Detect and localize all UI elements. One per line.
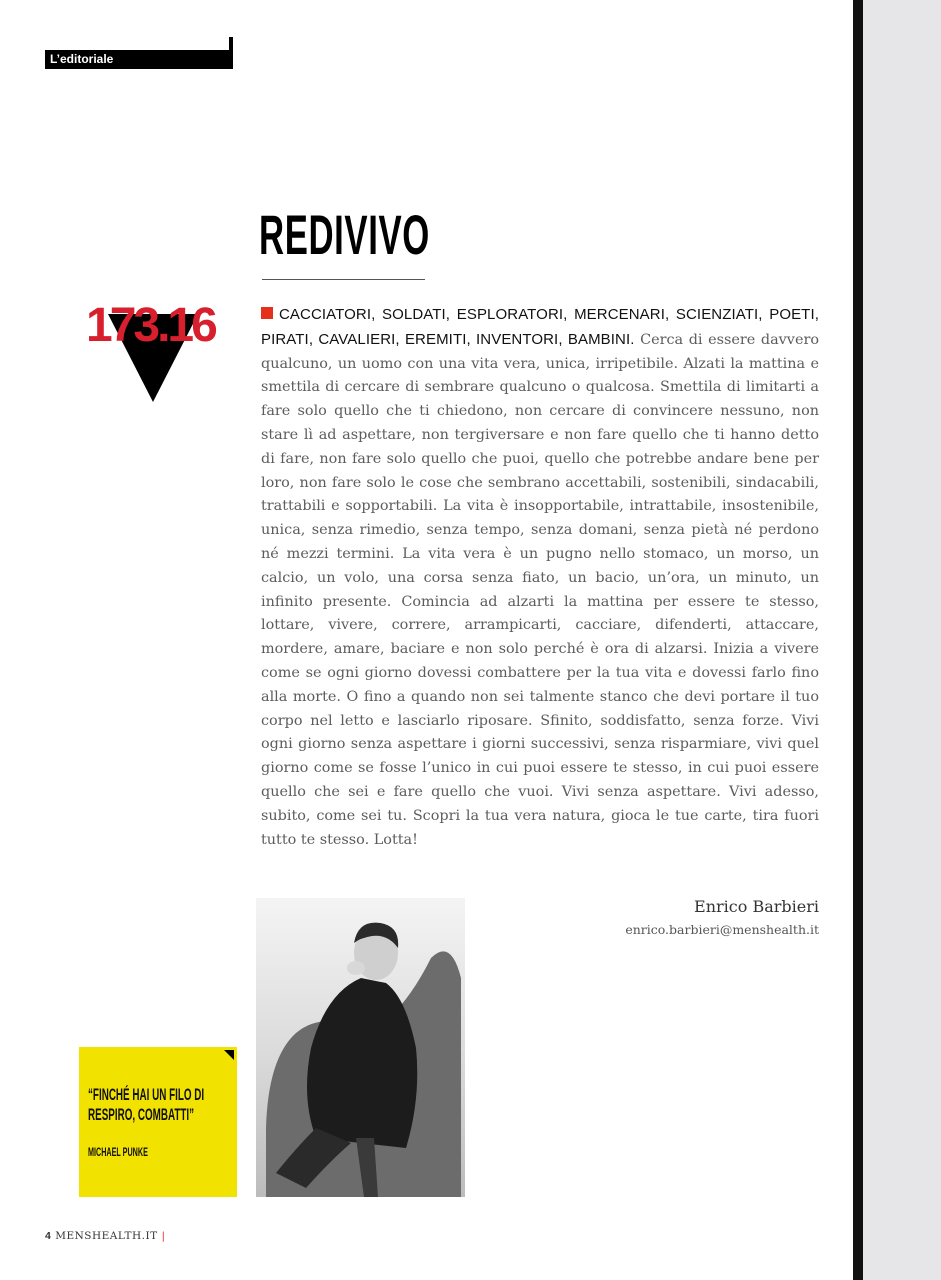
pull-quote-text: “FINCHÉ HAI UN FILO DI RESPIRO, COMBATTI” [88,1085,205,1124]
issue-counter-number: 173.16 [86,299,215,352]
square-marker-icon [261,307,273,319]
author-email: enrico.barbieri@menshealth.it [625,922,819,937]
author-signature [625,895,819,941]
article-lead: CACCIATORI, SOLDATI, ESPLORATORI, MERCENARI, SCIENZIATI, POETI, PIRATI, CAVALIERI, EREMITI, INVENTORI, BAMBINI. [261,306,819,348]
page-edge-black-strip [853,0,863,1280]
corner-triangle-icon [224,1050,234,1060]
headline-underline [262,279,425,280]
article-body [261,303,819,852]
article-headline: REDIVIVO [259,203,430,266]
pull-quote-box [79,1047,237,1197]
footer-separator: | [161,1230,166,1242]
pull-quote-author: MICHAEL PUNKE [88,1145,148,1159]
author-name: Enrico Barbieri [694,897,819,916]
author-photo [256,898,465,1197]
article-text: Cerca di essere davvero qualcuno, un uomo con una vita vera, unica, irripetibile. Alzati la mattina e smettila di cercare di sembrare qualcuno o qualcosa. Smettila di limitarti a fare solo quello che ti chiedono, non cercare di convincere nessuno, non stare lì ad aspettare, non tergiversare e non fare quello che ti hanno detto di fare, non fare solo quello che puoi, quello che potrebbe andare bene per loro, non fare solo le cose che sembrano accettabili, sostenibili, sindacabili, trattabili e sopportabili. La vita è insopportabile, intrattabile, insostenibile, unica, senza rimedio, senza tempo, senza domani, senza pietà né perdono né mezzi termini. La vita vera è un pugno nello stomaco, un morso, un calcio, un volo, una corsa senza fiato, un bacio, un’ora, un minuto, un infinito presente. Comincia ad alzarti la mattina per essere te stesso, lottare, vivere, correre, arrampicarti, cacciare, difenderti, attaccare, mordere, amare, baciare e non solo perché è ora di alzarsi. Inizia a vivere come se ogni giorno dovessi combattere per la tua vita e dovessi farlo fino alla morte. O fino a quando non sei talmente stanco che devi portare il tuo corpo nel letto e lasciarlo riposare. Sfinito, soddisfatto, senza forze. Vivi ogni giorno senza aspettare i giorni successivi, senza risparmiare, vivi quel giorno come se fosse l’unico in cui puoi essere te stesso, in cui puoi essere quello che sei e fare quello che vuoi. Vivi senza aspettare. Vivi adesso, subito, come sei tu. Scopri la tua vera natura, gioca le tue carte, tira fuori tutto te stesso. Lotta! [261,331,819,848]
page-number: 4 [45,1230,52,1242]
issue-counter [86,300,246,410]
section-tag-tick [229,37,233,51]
page-edge-grey-strip [863,0,941,1280]
footer-site: MENSHEALTH.IT [55,1230,158,1242]
page-footer [45,1229,166,1243]
section-label: L’editoriale [50,52,114,66]
section-tag [45,37,233,69]
